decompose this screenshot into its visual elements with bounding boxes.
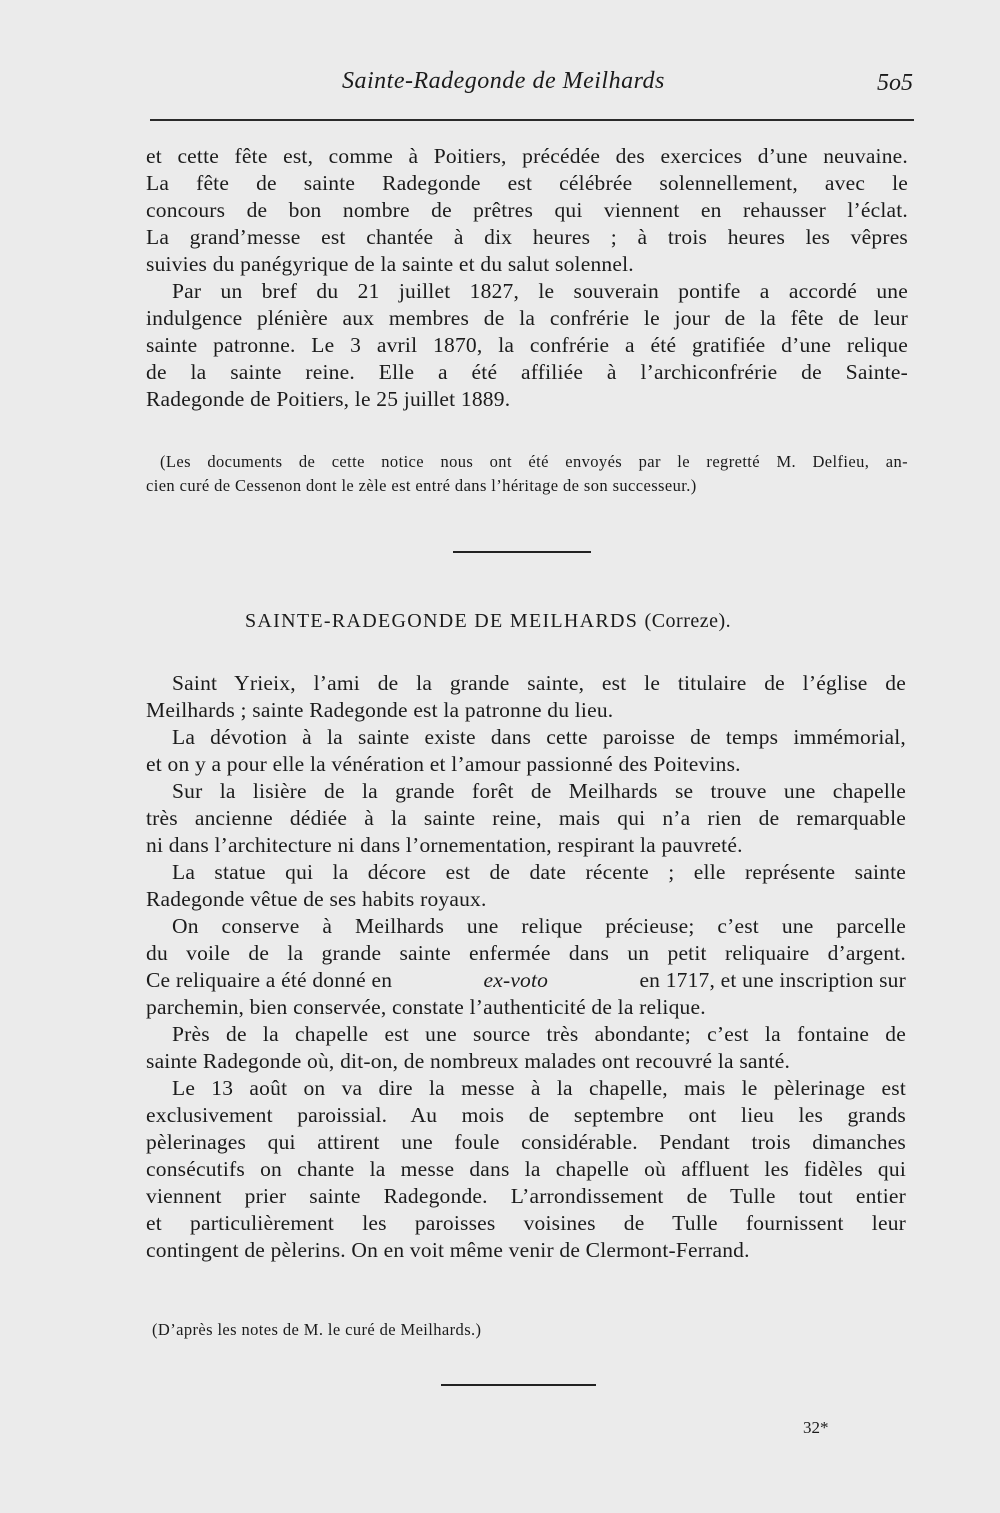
text-line: consécutifs on chante la messe dans la chapelle où affluent les fidèles qui bbox=[146, 1157, 906, 1181]
text-line: sainte patronne. Le 3 avril 1870, la confrérie a été gratifiée d’une relique bbox=[146, 333, 908, 357]
closing-note bbox=[152, 1318, 914, 1342]
text-segment: en 1717, et une inscription sur bbox=[639, 968, 906, 992]
text-line: ni dans l’architecture ni dans l’ornementation, respirant la pauvreté. bbox=[146, 833, 743, 857]
text-line: Meilhards ; sainte Radegonde est la patronne du lieu. bbox=[146, 698, 614, 722]
header-rule bbox=[150, 119, 914, 121]
text-line: La fête de sainte Radegonde est célébrée solennellement, avec le bbox=[146, 171, 908, 195]
top-paragraphs bbox=[146, 143, 908, 413]
text-line: Radegonde vêtue de ses habits royaux. bbox=[146, 887, 487, 911]
section-place: (Correze). bbox=[644, 610, 732, 632]
text-line: pèlerinages qui attirent une foule considérable. Pendant trois dimanches bbox=[146, 1130, 906, 1154]
note-line: (D’après les notes de M. le curé de Meilhards.) bbox=[152, 1320, 482, 1339]
running-header bbox=[150, 66, 915, 106]
text-line: et particulièrement les paroisses voisines de Tulle fournissent leur bbox=[146, 1211, 906, 1235]
text-line: viennent prier sainte Radegonde. L’arrondissement de Tulle tout entier bbox=[146, 1184, 906, 1208]
page-number: 5o5 bbox=[877, 70, 913, 96]
latin-term: ex-voto bbox=[483, 968, 549, 992]
note-line: (Les documents de cette notice nous ont été envoyés par le regretté M. Delfieu, an- bbox=[160, 452, 908, 471]
text-segment: Ce reliquaire a été donné en bbox=[146, 968, 393, 992]
text-line: Saint Yrieix, l’ami de la grande sainte, est le titulaire de l’église de bbox=[172, 671, 906, 695]
text-line: contingent de pèlerins. On en voit même venir de Clermont-Ferrand. bbox=[146, 1238, 750, 1262]
text-line: et cette fête est, comme à Poitiers, précédée des exercices d’une neuvaine. bbox=[146, 144, 908, 168]
section-title-text: SAINTE-RADEGONDE DE MEILHARDS bbox=[245, 610, 639, 632]
text-line bbox=[146, 967, 906, 994]
text-line: Près de la chapelle est une source très abondante; c’est la fontaine de bbox=[172, 1022, 906, 1046]
printer-signature: 32* bbox=[803, 1418, 829, 1437]
text-line: sainte Radegonde où, dit-on, de nombreux malades ont recouvré la santé. bbox=[146, 1049, 791, 1073]
text-line: exclusivement paroissial. Au mois de septembre ont lieu les grands bbox=[146, 1103, 906, 1127]
text-line: La grand’messe est chantée à dix heures ; à trois heures les vêpres bbox=[146, 225, 908, 249]
text-line: de la sainte reine. Elle a été affiliée à l’archiconfrérie de Sainte- bbox=[146, 360, 908, 384]
text-line: Radegonde de Poitiers, le 25 juillet 1889. bbox=[146, 387, 511, 411]
text-line: du voile de la grande sainte enfermée dans un petit reliquaire d’argent. bbox=[146, 941, 906, 965]
section-separator bbox=[453, 551, 591, 553]
text-line: très ancienne dédiée à la sainte reine, mais qui n’a rien de remarquable bbox=[146, 806, 906, 830]
body-paragraphs bbox=[146, 670, 906, 1264]
note-line: cien curé de Cessenon dont le zèle est entré dans l’héritage de son successeur.) bbox=[146, 476, 697, 495]
text-line: On conserve à Meilhards une relique précieuse; c’est une parcelle bbox=[172, 914, 906, 938]
text-line: Le 13 août on va dire la messe à la chapelle, mais le pèlerinage est bbox=[172, 1076, 906, 1100]
text-line: parchemin, bien conservée, constate l’authenticité de la relique. bbox=[146, 995, 706, 1019]
end-separator bbox=[441, 1384, 596, 1386]
source-note bbox=[146, 450, 908, 498]
text-line: et on y a pour elle la vénération et l’amour passionné des Poitevins. bbox=[146, 752, 741, 776]
text-line: indulgence plénière aux membres de la confrérie le jour de la fête de leur bbox=[146, 306, 908, 330]
running-title: Sainte-Radegonde de Meilhards bbox=[342, 68, 665, 94]
text-line: Sur la lisière de la grande forêt de Meilhards se trouve une chapelle bbox=[172, 779, 906, 803]
section-title bbox=[245, 610, 731, 633]
text-line: Par un bref du 21 juillet 1827, le souverain pontife a accordé une bbox=[172, 279, 908, 303]
text-line: La statue qui la décore est de date récente ; elle représente sainte bbox=[172, 860, 906, 884]
text-line: La dévotion à la sainte existe dans cette paroisse de temps immémorial, bbox=[172, 725, 906, 749]
text-line: suivies du panégyrique de la sainte et du salut solennel. bbox=[146, 252, 634, 276]
text-line: concours de bon nombre de prêtres qui viennent en rehausser l’éclat. bbox=[146, 198, 908, 222]
